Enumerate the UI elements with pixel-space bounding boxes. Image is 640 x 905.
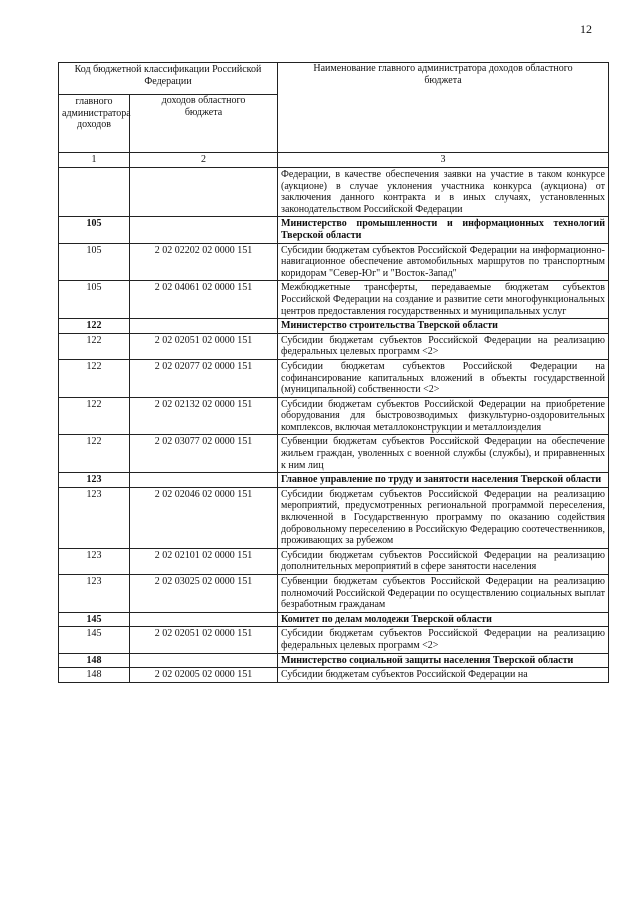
cell-admin-code: 122 bbox=[59, 359, 130, 397]
cell-name: Межбюджетные трансферты, передаваемые бюджетам субъектов Российской Федерации на создание и развитие сети многофункциональных центров предоставления государственных и муниципальных услуг bbox=[278, 281, 609, 319]
cell-income-code bbox=[130, 473, 278, 488]
table-row bbox=[59, 333, 609, 359]
table-row bbox=[59, 548, 609, 574]
cell-name: Субсидии бюджетам субъектов Российской Федерации на приобретение оборудования для быстровозводимых физкультурно-оздоровительных комплексов, включая металлоконструкции и металлоизделия bbox=[278, 397, 609, 435]
header-col-admin: главного администратора доходов bbox=[59, 95, 130, 153]
cell-income-code: 2 02 02101 02 0000 151 bbox=[130, 548, 278, 574]
table-row bbox=[59, 359, 609, 397]
table-body bbox=[59, 168, 609, 683]
cell-income-code bbox=[130, 319, 278, 334]
cell-admin-code: 123 bbox=[59, 548, 130, 574]
cell-name: Субсидии бюджетам субъектов Российской Федерации на реализацию дополнительных мероприятий в сфере занятости населения bbox=[278, 548, 609, 574]
table-row bbox=[59, 627, 609, 653]
header-col-income: доходов областного бюджета bbox=[130, 95, 278, 153]
cell-name: Министерство промышленности и информационных технологий Тверской области bbox=[278, 217, 609, 243]
cell-income-code: 2 02 02051 02 0000 151 bbox=[130, 333, 278, 359]
cell-name: Субсидии бюджетам субъектов Российской Федерации на информационно-навигационное обеспечение автомобильных маршрутов по транспортным коридорам "Север-Юг" и "Восток-Запад" bbox=[278, 243, 609, 281]
header-col-name: Наименование главного администратора доходов областного бюджета bbox=[278, 63, 609, 153]
cell-admin-code: 148 bbox=[59, 653, 130, 668]
cell-admin-code bbox=[59, 168, 130, 217]
cell-name: Субсидии бюджетам субъектов Российской Федерации на софинансирование капитальных вложений в объекты государственной (муниципальной) собственности <2> bbox=[278, 359, 609, 397]
table-row-administrator bbox=[59, 653, 609, 668]
header-group-kbk: Код бюджетной классификации Российской Федерации bbox=[59, 63, 278, 95]
cell-admin-code: 122 bbox=[59, 319, 130, 334]
cell-name: Министерство социальной защиты населения Тверской области bbox=[278, 653, 609, 668]
cell-admin-code: 122 bbox=[59, 435, 130, 473]
cell-name: Субсидии бюджетам субъектов Российской Федерации на реализацию федеральных целевых программ <2> bbox=[278, 627, 609, 653]
cell-income-code: 2 02 03077 02 0000 151 bbox=[130, 435, 278, 473]
cell-name: Главное управление по труду и занятости населения Тверской области bbox=[278, 473, 609, 488]
table-row bbox=[59, 487, 609, 548]
cell-name: Субсидии бюджетам субъектов Российской Федерации на реализацию мероприятий, предусмотренных региональной программой переселения, включенной в Государственную программу по оказанию содействия добровольному переселению в Российскую Федерацию соотечественников, проживающих за рубежом bbox=[278, 487, 609, 548]
table-row-administrator bbox=[59, 217, 609, 243]
cell-admin-code: 122 bbox=[59, 397, 130, 435]
budget-classification-table bbox=[58, 62, 609, 683]
cell-income-code: 2 02 04061 02 0000 151 bbox=[130, 281, 278, 319]
cell-income-code bbox=[130, 612, 278, 627]
table-row bbox=[59, 435, 609, 473]
cell-admin-code: 123 bbox=[59, 575, 130, 613]
header-num-3: 3 bbox=[278, 153, 609, 168]
cell-admin-code: 123 bbox=[59, 473, 130, 488]
cell-admin-code: 148 bbox=[59, 668, 130, 683]
cell-name: Министерство строительства Тверской области bbox=[278, 319, 609, 334]
cell-income-code: 2 02 02046 02 0000 151 bbox=[130, 487, 278, 548]
cell-income-code: 2 02 02132 02 0000 151 bbox=[130, 397, 278, 435]
cell-admin-code: 123 bbox=[59, 487, 130, 548]
cell-name: Федерации, в качестве обеспечения заявки на участие в таком конкурсе (аукционе) в случае уклонения участника конкурса (аукциона) от заключения данного контракта и в иных случаях, установленных законодательством Российской Федерации bbox=[278, 168, 609, 217]
cell-admin-code: 145 bbox=[59, 612, 130, 627]
table-row-administrator bbox=[59, 319, 609, 334]
table-row bbox=[59, 168, 609, 217]
cell-income-code: 2 02 02077 02 0000 151 bbox=[130, 359, 278, 397]
cell-income-code: 2 02 02005 02 0000 151 bbox=[130, 668, 278, 683]
cell-income-code: 2 02 02202 02 0000 151 bbox=[130, 243, 278, 281]
cell-admin-code: 105 bbox=[59, 243, 130, 281]
table-row bbox=[59, 397, 609, 435]
cell-income-code bbox=[130, 217, 278, 243]
cell-income-code bbox=[130, 168, 278, 217]
cell-admin-code: 105 bbox=[59, 281, 130, 319]
cell-name: Субвенции бюджетам субъектов Российской Федерации на обеспечение жильем граждан, уволенных с военной службы (службы), и приравненных к ним лиц bbox=[278, 435, 609, 473]
header-num-1: 1 bbox=[59, 153, 130, 168]
table-row bbox=[59, 668, 609, 683]
cell-admin-code: 122 bbox=[59, 333, 130, 359]
cell-income-code bbox=[130, 653, 278, 668]
table-row-administrator bbox=[59, 473, 609, 488]
cell-admin-code: 105 bbox=[59, 217, 130, 243]
cell-admin-code: 145 bbox=[59, 627, 130, 653]
table-row bbox=[59, 243, 609, 281]
cell-name: Субсидии бюджетам субъектов Российской Федерации на реализацию федеральных целевых программ <2> bbox=[278, 333, 609, 359]
cell-name: Субсидии бюджетам субъектов Российской Федерации на bbox=[278, 668, 609, 683]
cell-income-code: 2 02 02051 02 0000 151 bbox=[130, 627, 278, 653]
header-num-2: 2 bbox=[130, 153, 278, 168]
table-row-administrator bbox=[59, 612, 609, 627]
cell-name: Комитет по делам молодежи Тверской области bbox=[278, 612, 609, 627]
page-number: 12 bbox=[580, 22, 592, 36]
table-row bbox=[59, 575, 609, 613]
table-row bbox=[59, 281, 609, 319]
cell-income-code: 2 02 03025 02 0000 151 bbox=[130, 575, 278, 613]
cell-name: Субвенции бюджетам субъектов Российской Федерации на реализацию полномочий Российской Федерации по осуществлению социальных выплат безработным гражданам bbox=[278, 575, 609, 613]
